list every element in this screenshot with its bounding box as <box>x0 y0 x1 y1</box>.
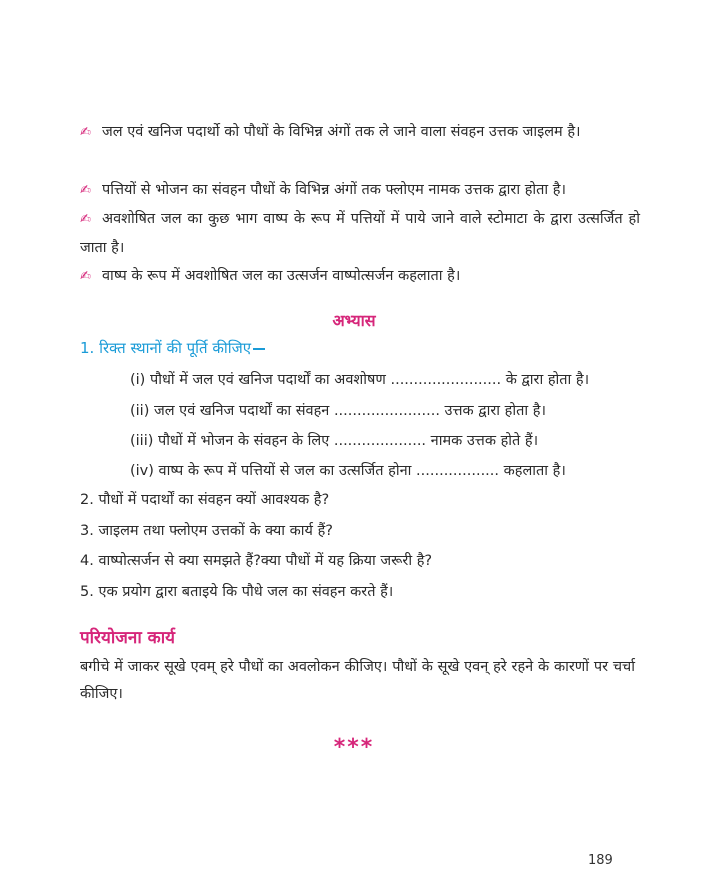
question-1-title <box>80 338 265 358</box>
question-item: 4. वाष्पोत्सर्जन से क्या समझते हैं?क्या पौधों में यह क्रिया जरूरी है? <box>80 553 433 569</box>
project-heading: परियोजना कार्य <box>80 628 175 648</box>
page-number: 189 <box>588 853 613 868</box>
bullet-text: वाष्प के रूप में अवशोषित जल का उत्सर्जन वाष्पोत्सर्जन कहलाता है। <box>102 268 461 284</box>
pencil-icon: ✍ <box>80 269 91 284</box>
section-end-stars: *** <box>333 735 375 760</box>
pencil-icon: ✍ <box>80 183 91 198</box>
question-item: 5. एक प्रयोग द्वारा बताइये कि पौधे जल का संवहन करते हैं। <box>80 584 394 600</box>
bullet-text: पत्तियों से भोजन का संवहन पौधों के विभिन्न अंगों तक फ्लोएम नामक उत्तक द्वारा होता है। <box>102 182 566 198</box>
bullet-text: जल एवं खनिज पदार्थो को पौधों के विभिन्न अंगों तक ले जाने वाला संवहन उत्तक जाइलम है। <box>102 124 581 140</box>
fill-blank-item: (ii) जल एवं खनिज पदार्थों का संवहन ....................... उत्तक द्वारा होता है। <box>130 403 546 419</box>
pencil-icon: ✍ <box>80 212 91 227</box>
bullet-phloem <box>80 176 640 205</box>
title-dash <box>253 348 265 350</box>
fill-blank-item: (i) पौधों में जल एवं खनिज पदार्थों का अवशोषण ........................ के द्वारा होता है। <box>130 372 590 388</box>
bullet-text: अवशोषित जल का कुछ भाग वाष्प के रूप में पत्तियों में पाये जाने वाले स्टोमाटा के द्वारा उत्सर्जित हो जाता है। <box>80 211 640 256</box>
question-1-title-text: 1. रिक्त स्थानों की पूर्ति कीजिए <box>80 339 252 357</box>
exercise-heading: अभ्यास <box>332 311 376 330</box>
question-item: 2. पौधों में पदार्थों का संवहन क्यों आवश्यक है? <box>80 492 330 508</box>
bullet-transpiration <box>80 262 640 291</box>
fill-blank-item: (iv) वाष्प के रूप में पत्तियों से जल का उत्सर्जित होना .................. कहलाता है। <box>130 463 566 479</box>
pencil-icon: ✍ <box>80 125 91 140</box>
bullet-stomata <box>80 205 640 262</box>
question-item: 3. जाइलम तथा फ्लोएम उत्तकों के क्या कार्य हैं? <box>80 523 333 539</box>
bullet-xylem <box>80 118 640 147</box>
project-text: बगीचे में जाकर सूखे एवम् हरे पौधों का अवलोकन कीजिए। पौधों के सूखे एवन् हरे रहने के कारणों पर चर्चा कीजिए। <box>80 659 635 702</box>
fill-blank-item: (iii) पौधों में भोजन के संवहन के लिए .................... नामक उत्तक होते हैं। <box>130 433 539 449</box>
